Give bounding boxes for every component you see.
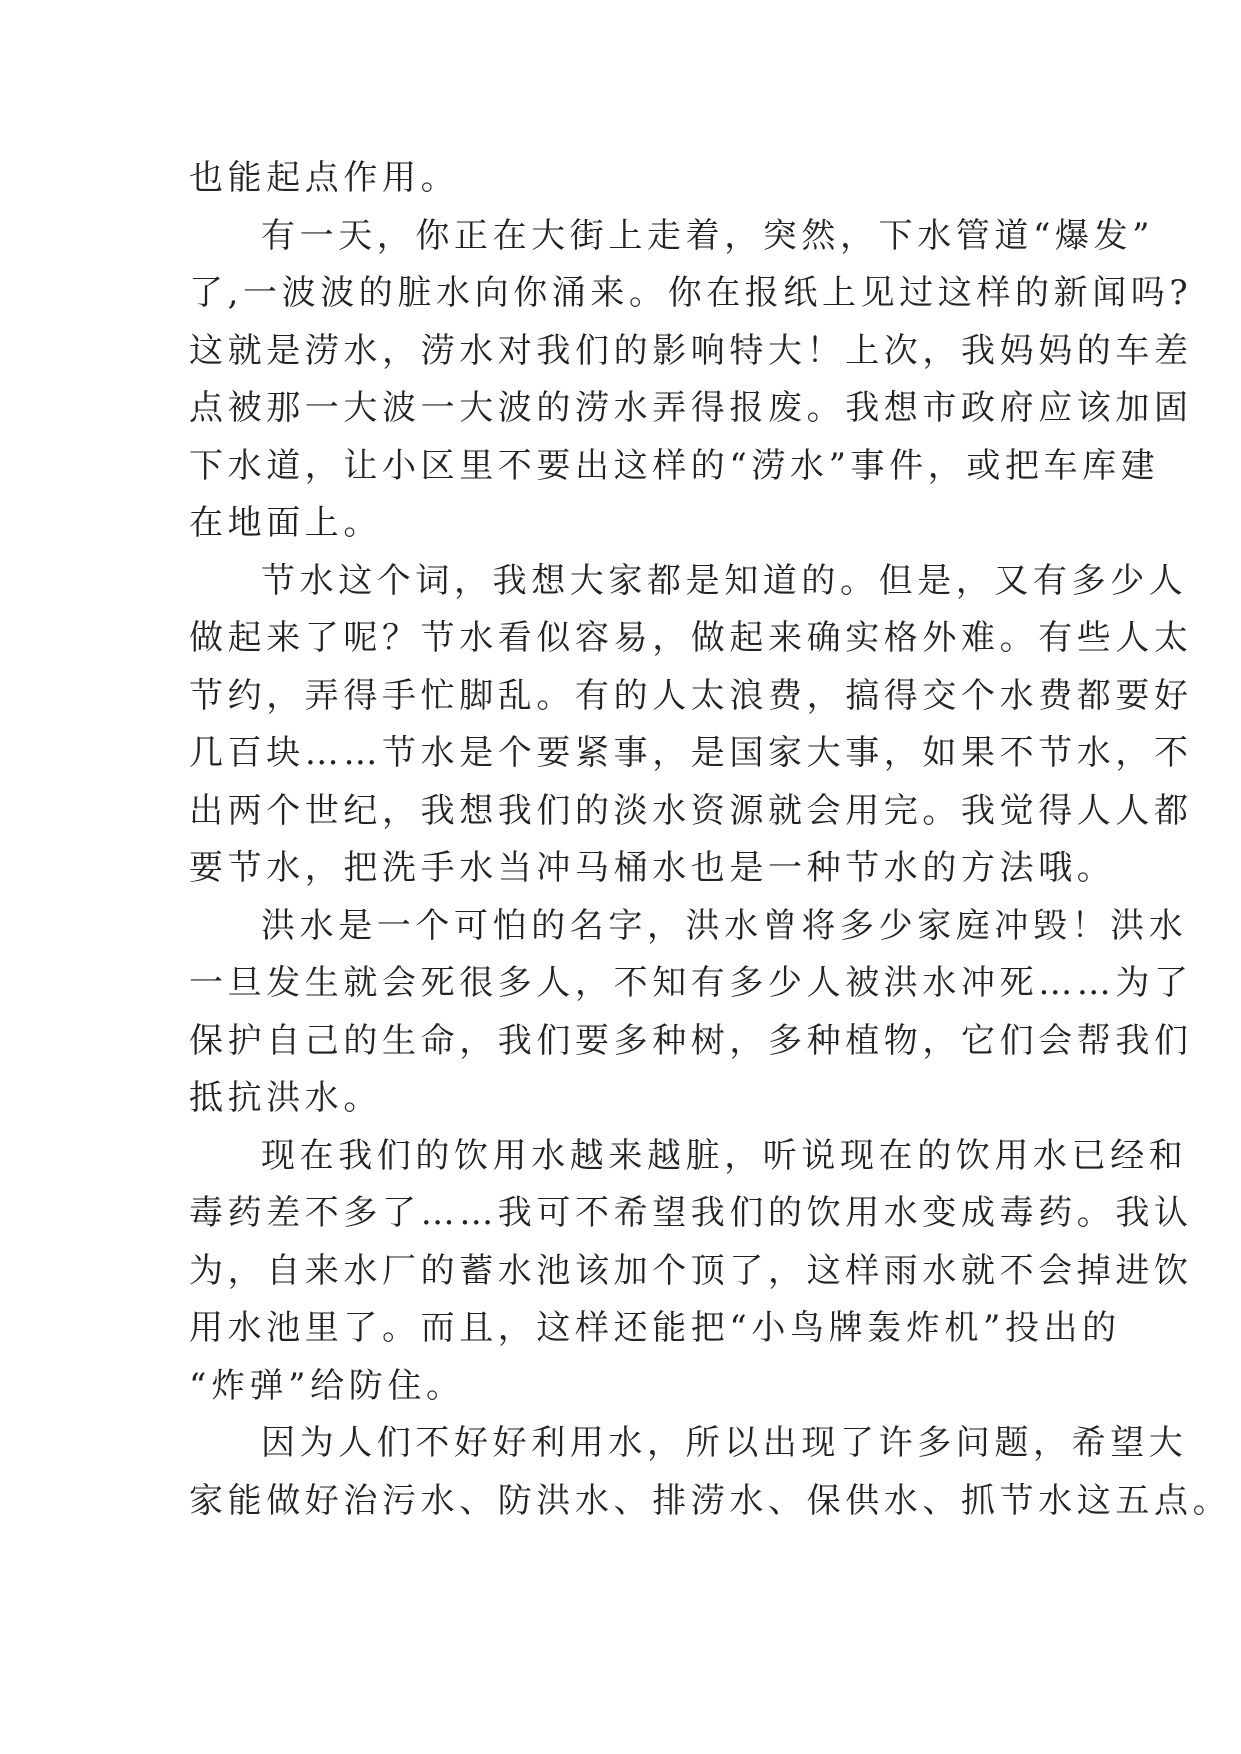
text-line: 也能起点作用。: [189, 158, 460, 198]
text-line: 洪水是一个可怕的名字，洪水曾将多少家庭冲毁！洪水: [261, 905, 1188, 946]
text-line: 在地面上。: [189, 503, 382, 543]
essay-body: [189, 150, 1232, 1530]
text-line: 做起来了呢？节水看似容易，做起来确实格外难。有些人太: [189, 618, 1193, 658]
text-line: “炸弹”给防住。: [189, 1365, 465, 1406]
text-line: 毒药差不多了……我可不希望我们的饮用水变成毒药。我认: [189, 1193, 1193, 1233]
text-line: 点被那一大波一大波的涝水弄得报废。我想市政府应该加固: [189, 388, 1193, 428]
text-line: 了,一波波的脏水向你涌来。你在报纸上见过这样的新闻吗?: [189, 273, 1193, 313]
text-line: 这就是涝水，涝水对我们的影响特大！上次，我妈妈的车差: [189, 330, 1193, 371]
text-line: 现在我们的饮用水越来越脏，听说现在的饮用水已经和: [261, 1135, 1188, 1176]
text-line: 要节水，把洗手水当冲马桶水也是一种节水的方法哦。: [189, 848, 1116, 888]
text-line: 有一天，你正在大街上走着，突然，下水管道“爆发”: [261, 215, 1155, 256]
text-line: 保护自己的生命，我们要多种树，多种植物，它们会帮我们: [189, 1020, 1193, 1061]
text-line: 家能做好治污水、防洪水、排涝水、保供水、抓节水这五点。: [189, 1480, 1232, 1521]
text-line: 节约，弄得手忙脚乱。有的人太浪费，搞得交个水费都要好: [189, 675, 1193, 716]
text-line: 因为人们不好好利用水，所以出现了许多问题，希望大: [261, 1423, 1188, 1463]
text-line: 几百块……节水是个要紧事，是国家大事，如果不节水，不: [189, 733, 1193, 773]
text-line: 用水池里了。而且，这样还能把“小鸟牌轰炸机”投出的: [189, 1308, 1121, 1348]
text-line: 抵抗洪水。: [189, 1078, 382, 1118]
text-line: 一旦发生就会死很多人，不知有多少人被洪水冲死……为了: [189, 963, 1193, 1003]
text-line: 节水这个词，我想大家都是知道的。但是，又有多少人: [261, 560, 1188, 601]
text-line: 出两个世纪，我想我们的淡水资源就会用完。我觉得人人都: [189, 790, 1193, 831]
text-line: 下水道，让小区里不要出这样的“涝水”事件，或把车库建: [189, 445, 1160, 486]
text-line: 为，自来水厂的蓄水池该加个顶了，这样雨水就不会掉进饮: [189, 1250, 1193, 1291]
